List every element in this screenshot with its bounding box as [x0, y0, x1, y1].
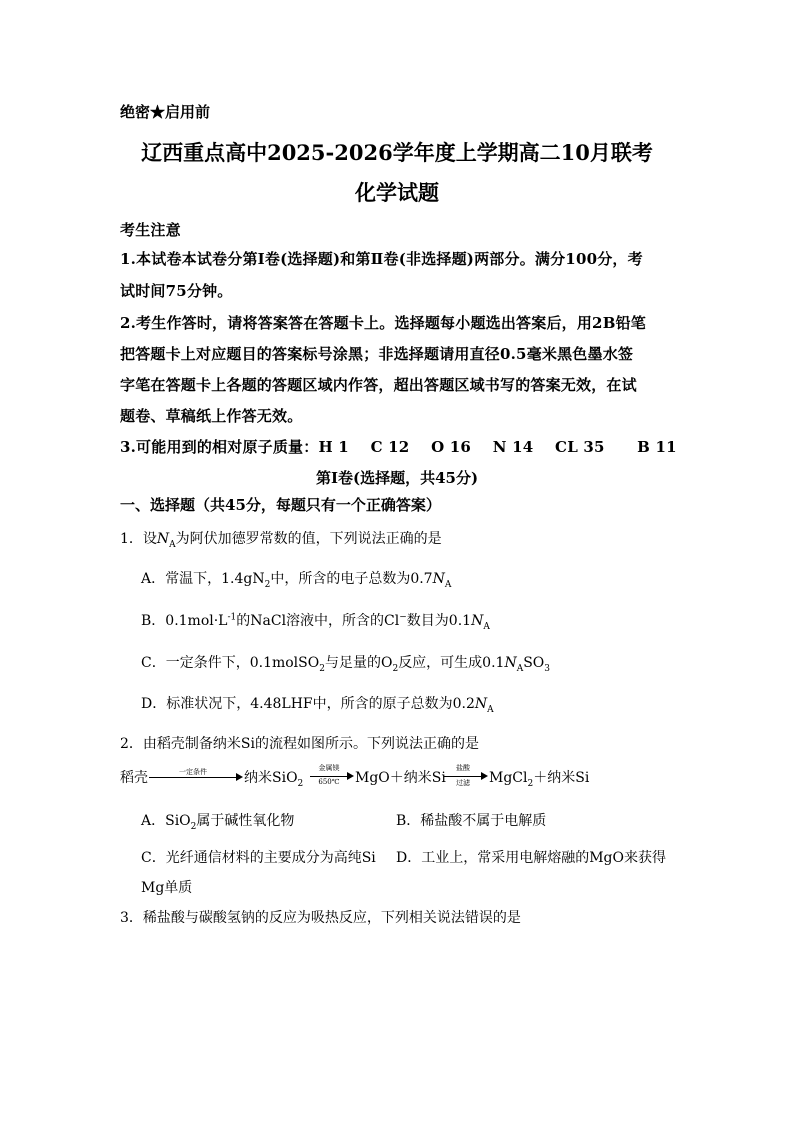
flow-end: MgCl$_2$＋纳米Si: [489, 770, 590, 789]
notice-line-2c: 字笔在答题卡上各题的答题区域内作答，超出答题区域书写的答案无效，在试: [120, 376, 637, 394]
question-2-option-c[interactable]: C．光纤通信材料的主要成分为高纯Si: [141, 850, 376, 866]
flow-arrow-2-bottom-label: 650℃: [318, 778, 340, 786]
question-1-option-b[interactable]: B．$0.1mol\cdot L^{-1}$的NaCl溶液中，所含的Cl−数目为$0.1N_A$: [141, 612, 490, 632]
flow-arrow-1-label: 一定条件: [179, 768, 207, 776]
exam-subtitle: 化学试题: [355, 180, 439, 205]
question-2-option-d-continued: Mg单质: [141, 880, 193, 896]
part-title: 第Ⅰ卷(选择题，共45分): [315, 469, 479, 487]
notice-line-1: 1.本试卷本试卷分第Ⅰ卷(选择题)和第Ⅱ卷(非选择题)两部分。满分100分，考: [120, 250, 643, 268]
flow-arrow-3: [444, 763, 488, 789]
notice-heading: 考生注意: [120, 221, 181, 239]
section-heading: 一、选择题（共45分，每题只有一个正确答案）: [120, 496, 441, 514]
question-2-option-d[interactable]: D．工业上，常采用电解熔融的MgO来获得: [396, 850, 666, 866]
question-1-option-a[interactable]: A．常温下，$1.4gN_2$中，所含的电子总数为$0.7N_A$: [141, 571, 452, 590]
question-2-option-a[interactable]: A．SiO$_2$属于碱性氧化物: [141, 813, 295, 832]
question-1-option-d[interactable]: D．标准状况下，4.48LHF中，所含的原子总数为$0.2N_A$: [141, 696, 494, 715]
question-2-stem: 2．由稻壳制备纳米Si的流程如图所示。下列说法正确的是: [120, 736, 479, 752]
flow-node-mgo: MgO＋纳米Si: [355, 770, 446, 786]
question-2-option-b[interactable]: B．稀盐酸不属于电解质: [396, 813, 547, 829]
question-1-stem: 1．设$N_A$为阿伏加德罗常数的值，下列说法正确的是: [120, 531, 442, 550]
notice-line-3: 3.可能用到的相对原子质量：H 1 C 12 O 16 N 14 CL 35 B 11: [120, 438, 677, 456]
exam-title: 辽西重点高中2025-2026学年度上学期高二10月联考: [141, 140, 653, 165]
flow-arrow-2: [310, 763, 354, 789]
question-3-stem: 3．稀盐酸与碳酸氢钠的反应为吸热反应，下列相关说法错误的是: [120, 910, 521, 926]
secret-label: 绝密★启用前: [120, 103, 211, 121]
flow-start: 稻壳: [120, 770, 148, 786]
notice-line-2d: 题卷、草稿纸上作答无效。: [120, 407, 303, 425]
flow-arrow-3-top-label: 盐酸: [456, 764, 470, 772]
question-1-option-c[interactable]: C．一定条件下，0.1molSO$_2$与足量的$O_2$反应，可生成$0.1N_ASO_3$: [141, 655, 551, 674]
flow-arrow-1: [149, 767, 243, 787]
notice-line-1b: 试时间75分钟。: [120, 282, 233, 300]
notice-line-2b: 把答题卡上对应题目的答案标号涂黑；非选择题请用直径0.5毫米黑色墨水签: [120, 345, 634, 363]
flow-node-sio2: 纳米SiO$_2$: [244, 770, 304, 789]
flow-arrow-2-top-label: 金属镁: [318, 764, 340, 772]
flow-arrow-3-bottom-label: 过滤: [456, 779, 470, 787]
notice-line-2: 2.考生作答时，请将答案答在答题卡上。选择题每小题选出答案后，用2B铅笔: [120, 314, 646, 332]
